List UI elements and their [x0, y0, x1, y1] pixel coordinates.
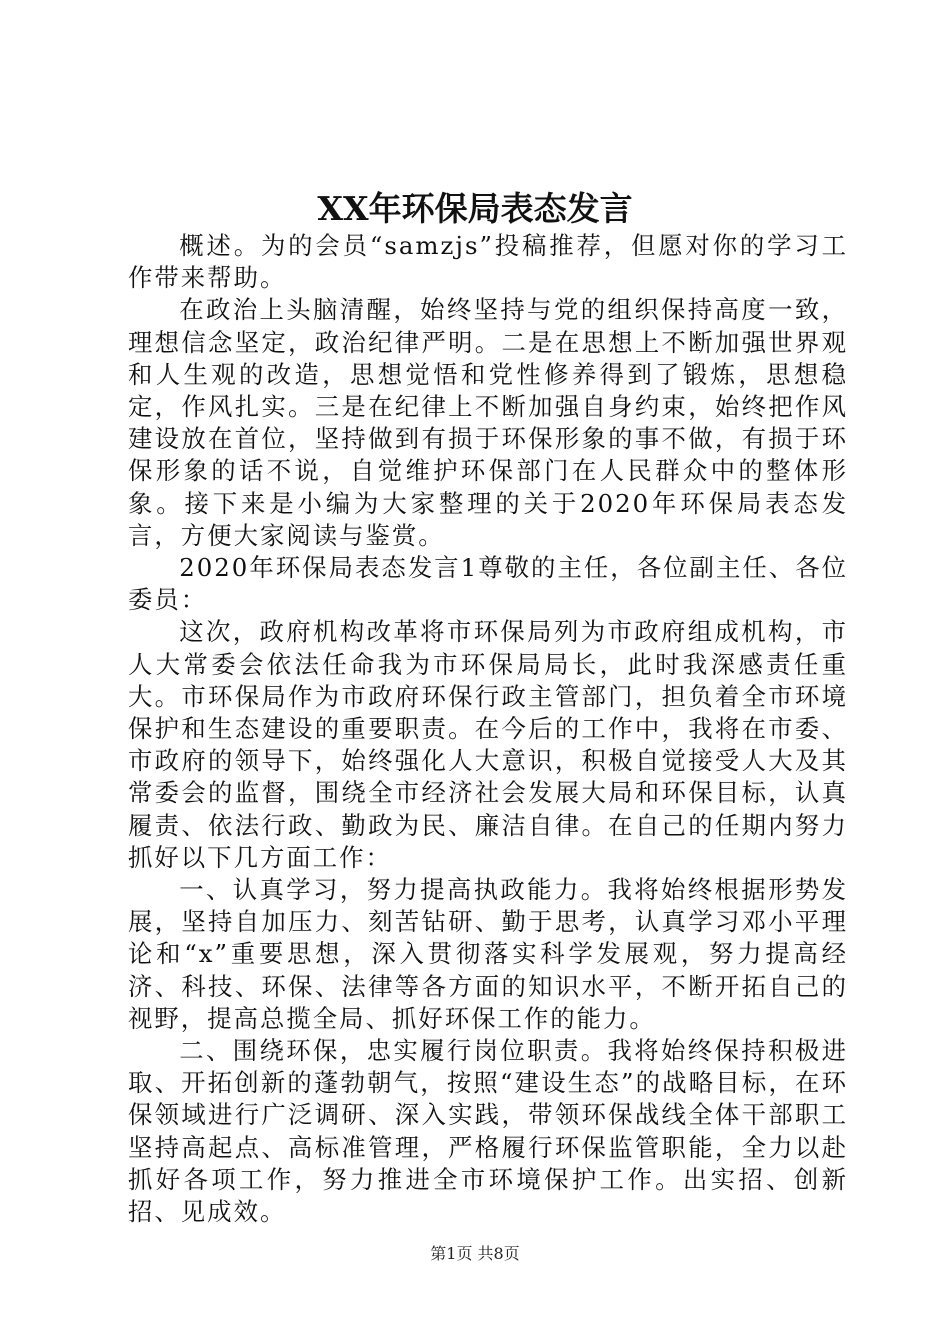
paragraph-intro: 在政治上头脑清醒，始终坚持与党的组织保持高度一致，理想信念坚定，政治纪律严明。二是在思想上不断加强世界观和人生观的改造，思想觉悟和党性修养得到了锻炼，思想稳定，作风扎实。三是在纪律上不断加强自身约束，始终把作风建设放在首位，坚持做到有损于环保形象的事不做，有损于环保形象的话不说，自觉维护环保部门在人民群众中的整体形象。接下来是小编为大家整理的关于2020年环保局表态发言，方便大家阅读与鉴赏。	[128, 295, 848, 550]
document-title: XX年环保局表态发言	[317, 189, 633, 228]
paragraph-point-one: 一、认真学习，努力提高执政能力。我将始终根据形势发展，坚持自加压力、刻苦钻研、勤于思考，认真学习邓小平理论和“x”重要思想，深入贯彻落实科学发展观，努力提高经济、科技、环保、法律等各方面的知识水平，不断开拓自己的视野，提高总揽全局、抓好环保工作的能力。	[128, 875, 848, 1033]
document-body	[128, 230, 848, 1228]
paragraph-point-two: 二、围绕环保，忠实履行岗位职责。我将始终保持积极进取、开拓创新的蓬勃朝气，按照“建设生态”的战略目标，在环保领域进行广泛调研、深入实践，带领环保战线全体干部职工坚持高起点、高标准管理，严格履行环保监管职能，全力以赴抓好各项工作，努力推进全市环境保护工作。出实招、创新招、见成效。	[128, 1036, 848, 1227]
page-number-footer: 第1页 共8页	[430, 1244, 520, 1263]
paragraph-appointment: 这次，政府机构改革将市环保局列为市政府组成机构，市人大常委会依法任命我为市环保局局长，此时我深感责任重大。市环保局作为市政府环保行政主管部门，担负着全市环境保护和生态建设的重要职责。在今后的工作中，我将在市委、市政府的领导下，始终强化人大意识，积极自觉接受人大及其常委会的监督，围绕全市经济社会发展大局和环保目标，认真履责、依法行政、勤政为民、廉洁自律。在自己的任期内努力抓好以下几方面工作：	[128, 617, 848, 872]
paragraph-salutation: 2020年环保局表态发言1尊敬的主任，各位副主任、各位委员：	[128, 553, 848, 615]
paragraph-summary: 概述。为的会员“samzjs”投稿推荐，但愿对你的学习工作带来帮助。	[128, 231, 848, 293]
